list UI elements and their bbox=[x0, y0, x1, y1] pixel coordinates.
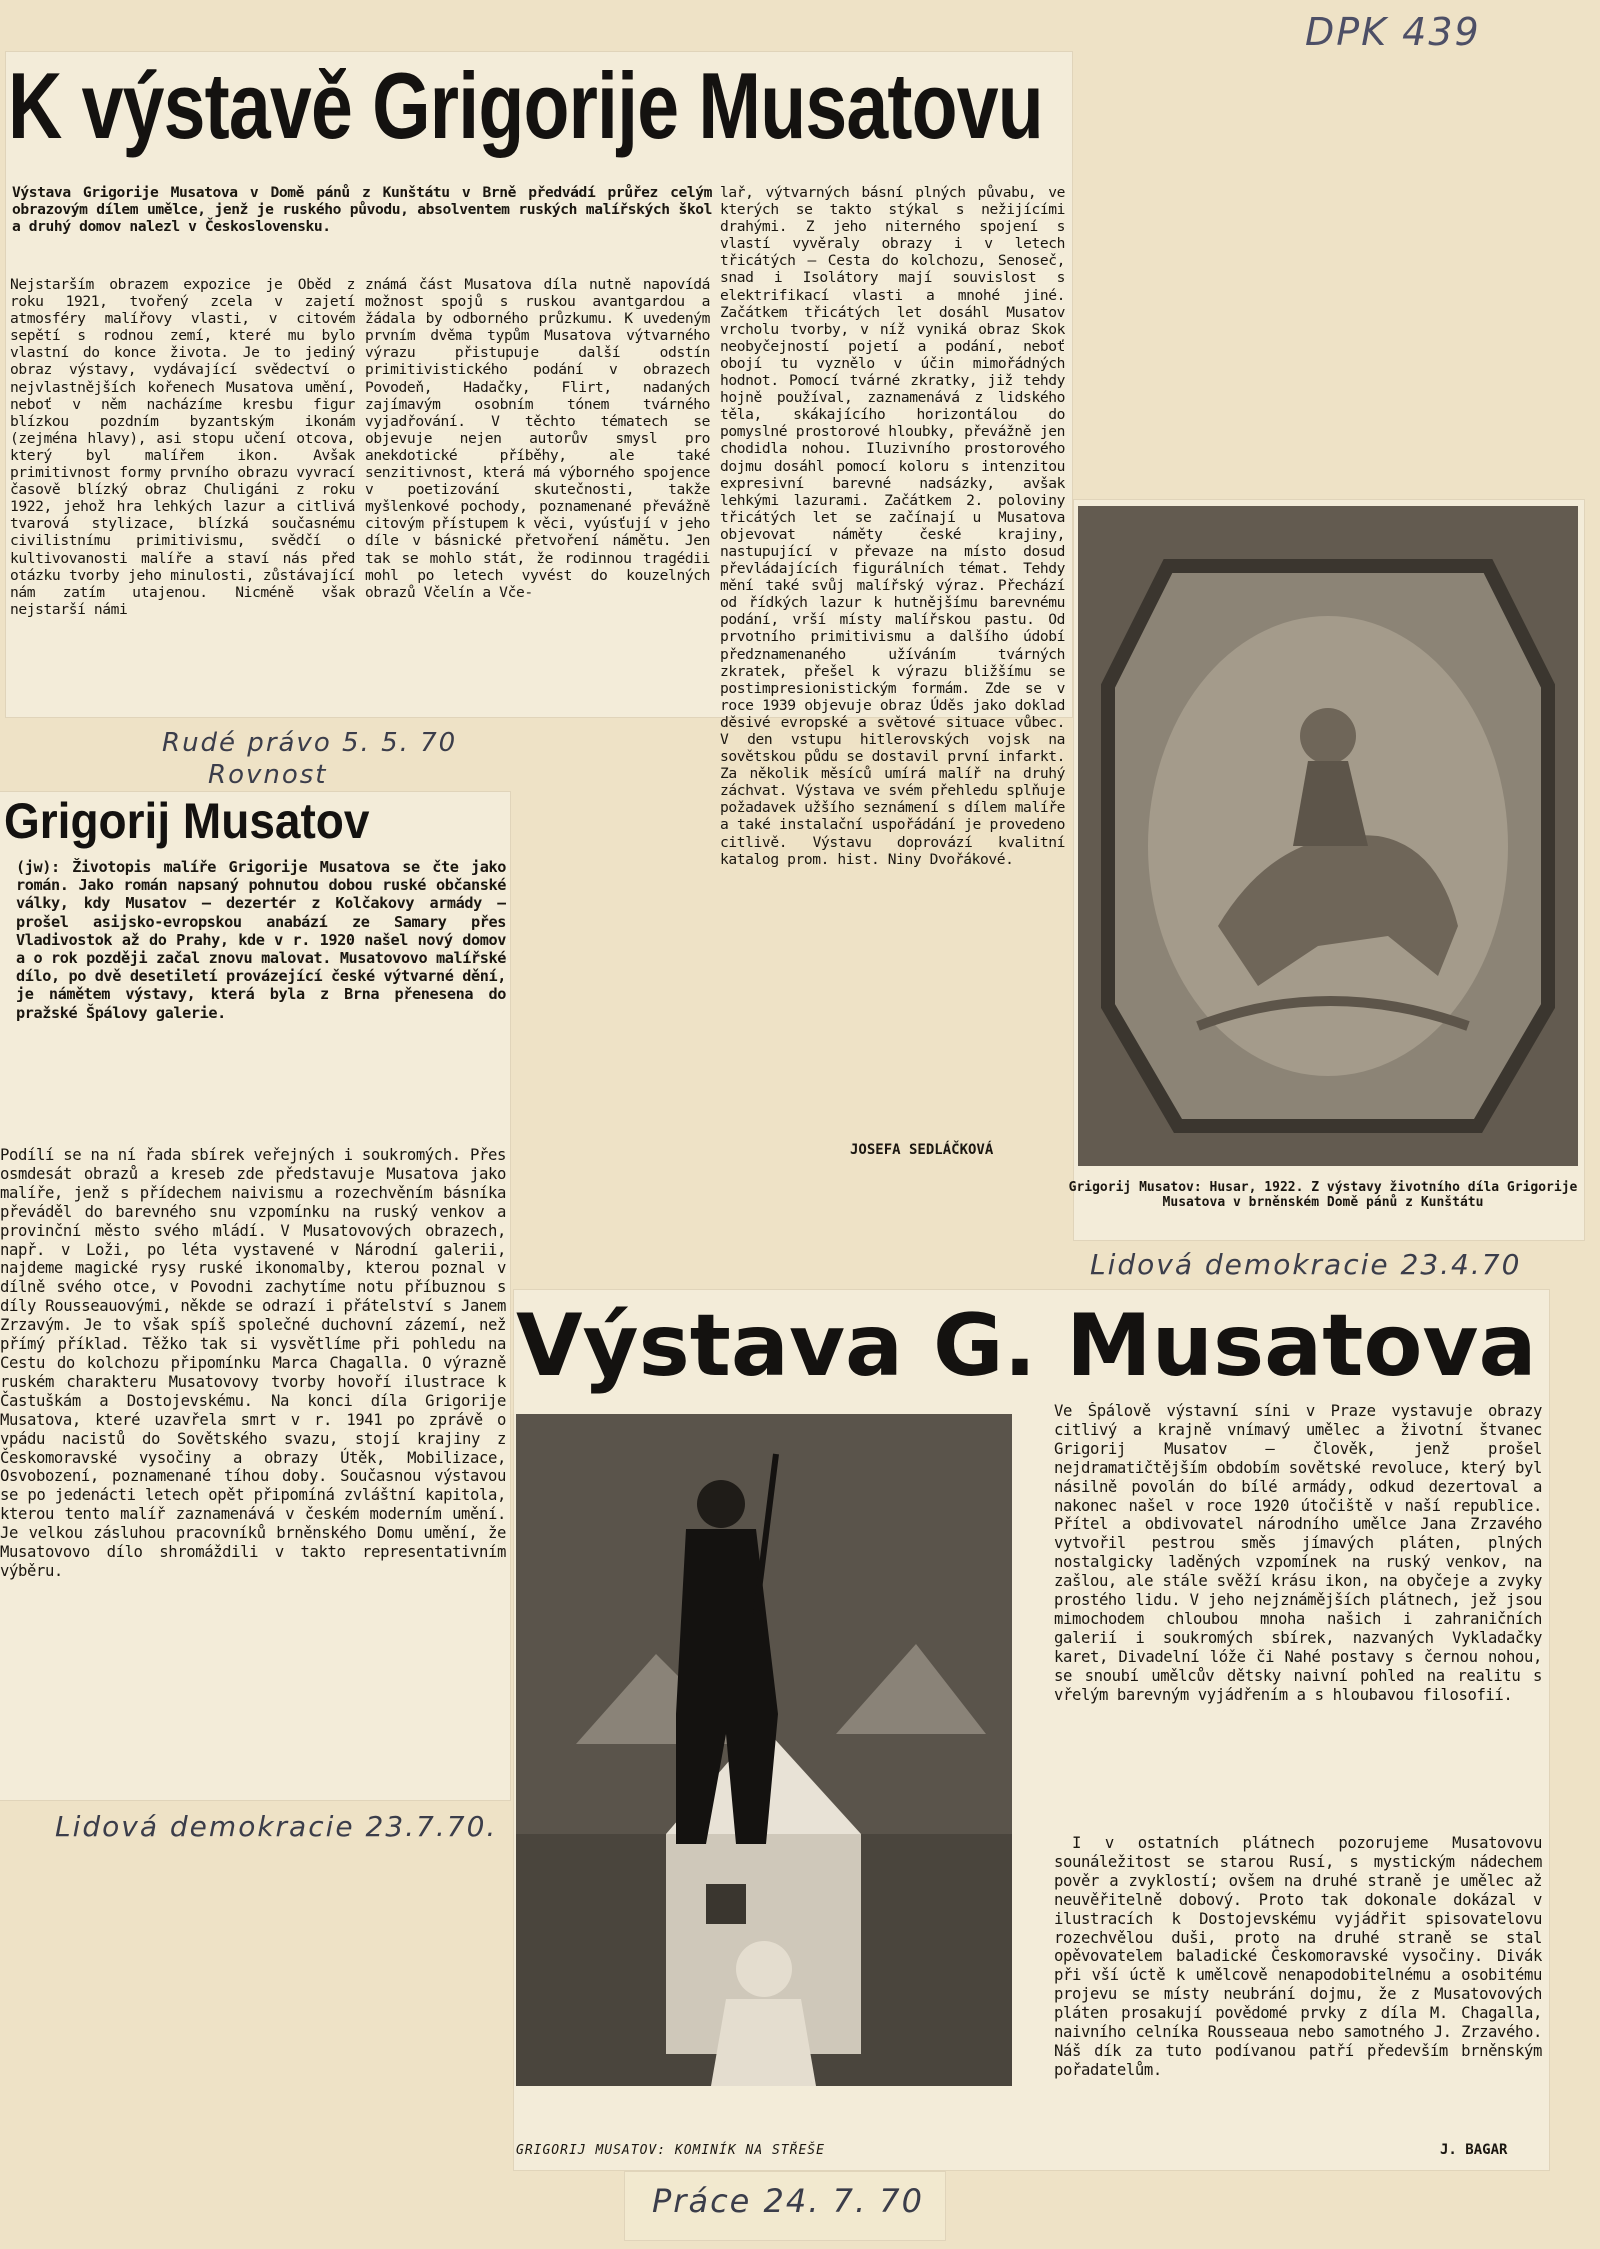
archive-mark: DPK 439 bbox=[1305, 10, 1481, 54]
article3-author: J. BAGAR bbox=[1440, 2142, 1508, 2158]
article1-source: Rudé právo 5. 5. 70 bbox=[162, 728, 458, 758]
article1-column-2: známá část Musatova díla nutně napovídá možnost spojů s ruskou avantgardou a žádala by odborného průzkumu. K uvedeným prvním dvěma typům Musatova výtvarného výrazu přistupuje další odstín primitivistického podání v obrazech Povodeň, Hadačky, Flirt, nadaných zajímavým osobním tónem tvárného vyjadřování. V těchto tématech se objevuje nejen autorův smysl pro anekdotické příběhy, ale také senzitivnost, která má výborného spojence v poetizování skutečnosti, takže myšlenkové pochody, poznamenané převážně citovým přístupem k věci, vyúsťují v jeho díle v básnické přetvoření námětu. Jen tak se mohlo stát, že rodinnou tragédii mohl po letech vyvést do kouzelných obrazů Včelín a Vče- bbox=[365, 276, 710, 601]
article3-body-1: Ve Špálově výstavní síni v Praze vystavuje obrazy citlivý a krajně vnímavý umělec a životní štvanec Grigorij Musatov — člověk, jenž prošel nejdramatičtějším obdobím sovětské revoluce, který byl násilně povolán do bílé armády, odkud dezertoval a nakonec našel v roce 1920 útočiště v naší republice. Přítel a obdivovatel národního umělce Jana Zrzavého vytvořil pestrou směs jímavých pláten, plných nostalgicky laděných vzpomínek na ruský venkov, na zašlou, ale stále svěží krásu ikon, na obyčeje a zvyky prostého lidu. V jeho nejznámějších plátnech, jež jsou mimochodem chloubou mnoha našich i zahraničních galerií i soukromých sbírek, nazvaných Vykladačky karet, Divadelní lóže či Nahé postavy s černou nohou, se snoubí umělcův dětsky naivní pohled na realitu s vřelým barevným vyjádřením a s hloubavou filosofií. bbox=[1054, 1402, 1542, 1704]
article2-lead: (jw): Životopis malíře Grigorije Musatova se čte jako román. Jako román napsaný pohnutou dobou ruské občanské války, kdy Musatov — dezertér z Kolčakovy armády — prošel asijsko-evropskou anabází ze Samary přes Vladivostok až do Prahy, kde v r. 1920 našel nový domov a o rok později začal znovu malovat. Musatovovo malířské dílo, po dvě desetiletí provázející české výtvarné dění, je námětem výstavy, která byla z Brna přenesena do pražské Špálovy galerie. bbox=[16, 858, 506, 1022]
article1-column-3: lař, výtvarných básní plných půvabu, ve kterých se takto stýkal s nežijícími drahými. Z jeho niterného spojení s vlastí vyvěraly obrazy i v letech třicátých — Cesta do kolchozu, Senoseč, snad i Isolátory mají souvislost s elektrifikací vlasti a mnohé jiné. Začátkem třicátých let dosáhl Musatov vrcholu tvorby, v níž vyniká obraz Skok neobyčejností pojetí a podání, neboť obojí tu vyznělo v účin mimořádných hodnot. Pomocí tvárné zkratky, již tehdy hojně používal, zaznamenává z lidského těla, skákajícího horizontálou do pomyslné prostorové hloubky, převážně jen chodidla nohou. Iluzivního prostorového dojmu dosáhl pomocí koloru s intenzitou expresivní barevné nadsázky, avšak lehkými lazurami. Začátkem 2. poloviny třicátých let se začínají u Musatova objevovat náměty české krajiny, nastupující v převaze na místo dosud převládajících figurálních témat. Tehdy mění také svůj malířský výraz. Přechází od řídkých lazur k hutnějšímu barevnému podání, vrší místy malířskou pastu. Od prvotního primitivismu a dalšího údobí předznamenaného užíváním tvárných zkratek, přešel k výrazu bližšímu se postimpresionistickým formám. Zde se v roce 1939 objevuje obraz Úděs jako doklad děsivé evropské a světové situace vůbec. V den vstupu hitlerovských vojsk na sovětskou půdu se dostavil první infarkt. Za několik měsíců umírá malíř na druhý záchvat. Výstava ve svém přehledu splňuje požadavek užšího seznámení s dílem malíře a také instalační uspořádání je provedeno citlivě. Výstavu doprovází kvalitní katalog prom. hist. Niny Dvořákové. bbox=[720, 184, 1065, 868]
photo1-caption: Grigorij Musatov: Husar, 1922. Z výstavy životního díla Grigorije Musatova v brněnském Domě pánů z Kunštátu bbox=[1068, 1180, 1578, 1210]
article2-body: Podílí se na ní řada sbírek veřejných i soukromých. Přes osmdesát obrazů a kreseb zde představuje Musatova jako malíře, jenž s přídechem naivismu a rozechvěním básníka převáděl do barevného snu vzpomínku na ruský venkov a provinční město svého mládí. V Musatovových obrazech, např. v Loži, po léta vystavené v Národní galerii, najdeme magické rysy ruské ikonomalby, kterou poznal v dílně svého otce, v Povodni zachytíme notu příbuznou s díly Rousseauovými, někde se odrazí i přátelství s Janem Zrzavým. Je to však spíš společné duchovní zázemí, než přímý příklad. Těžko tak si vysvětlíme při pohledu na Cestu do kolchozu připomínku Marca Chagalla. O výrazně ruském charakteru Musatovovy tvorby hovoří ilustrace k Častuškám a Dostojevskému. Na konci díla Grigorije Musatova, které uzavřela smrt v r. 1941 po zprávě o vpádu nacistů do Sovětského svazu, stojí krajiny z Českomoravské vysočiny a obrazy Útěk, Mobilizace, Osvobození, poznamenané tíhou doby. Současnou výstavou se po jedenácti letech opět připomíná zvláštní kapitola, kterou tento malíř zaznamenává v českém moderním umění. Je velkou zásluhou pracovníků brněnského Domu umění, že Musatovovo dílo shromáždili v takto representativním výběru. bbox=[0, 1146, 506, 1580]
article3-body-2: I v ostatních plátnech pozorujeme Musatovovu sounáležitost se starou Rusí, s mystickým nádechem pověr a zvyklostí; ovšem na druhé straně je umělec až neuvěřitelně dobový. Proto tak dokonale dokázal v ilustracích k Dostojevskému vyjádřit spisovatelovu rozechvělou duši, proto na druhé straně se stal opěvovatelem baladické Českomoravské vysočiny. Divák při vší úctě k umělcově nenapodobitelnému a osobitému projevu se místy neubrání dojmu, že z Musatovových pláten prosakují povědomé prvky z díla M. Chagalla, naivního celníka Rousseaua nebo samotného J. Zrzavého. Náš dík za tuto podívanou patří především brněnským pořadatelům. bbox=[1054, 1834, 1542, 2079]
article1-source-2: Rovnost bbox=[208, 760, 328, 790]
kominik-photo bbox=[516, 1414, 1012, 2086]
article1-column-1: Nejstarším obrazem expozice je Oběd z roku 1921, tvořený zcela v zajetí atmosféry malířovy vlasti, v citovém sepětí s rodnou zemí, které mu bylo vlastní do konce života. Je to jediný obraz výstavy, vydávající svědectví o nejvlastnějších kořenech Musatova umění, neboť v něm nacházíme kresbu figur blízkou pozdním byzantským ikonám (zejména hlavy), asi stopu učení otcova, který byl malířem ikon. Avšak primitivnost formy prvního obrazu vyvrací časově blízký obraz Chuligáni z roku 1922, jehož hra lehkých lazur a citlivá tvarová stylizace, blízká současnému civilistnímu primitivismu, svědčí o kultivovanosti malíře a staví nás před otázku tvorby jeho minulosti, zůstávající nám zatím utajenou. Nicméně však nejstarší námi bbox=[10, 276, 355, 618]
article1-lead: Výstava Grigorije Musatova v Domě pánů z Kunštátu v Brně předvádí průřez celým obrazovým dílem umělce, jenž je ruského původu, absolventem ruských malířských škol a druhý domov nalezl v Československu. bbox=[12, 184, 712, 236]
husar-photo bbox=[1078, 506, 1578, 1166]
article1-author: JOSEFA SEDLÁČKOVÁ bbox=[850, 1142, 994, 1158]
article2-source: Lidová demokracie 23.7.70. bbox=[55, 1810, 498, 1843]
photo2-caption: GRIGORIJ MUSATOV: KOMINÍK NA STŘEŠE bbox=[516, 2143, 825, 2158]
article3-source: Práce 24. 7. 70 bbox=[652, 2182, 924, 2220]
article1-headline: K výstavě Grigorije Musatovu bbox=[8, 53, 1043, 158]
kominik-painting-image bbox=[516, 1414, 1012, 2086]
article2-headline: Grigorij Musatov bbox=[4, 793, 370, 849]
photo1-source: Lidová demokracie 23.4.70 bbox=[1090, 1248, 1522, 1281]
article3-headline: Výstava G. Musatova bbox=[516, 1296, 1537, 1396]
husar-painting-image bbox=[1078, 506, 1578, 1166]
